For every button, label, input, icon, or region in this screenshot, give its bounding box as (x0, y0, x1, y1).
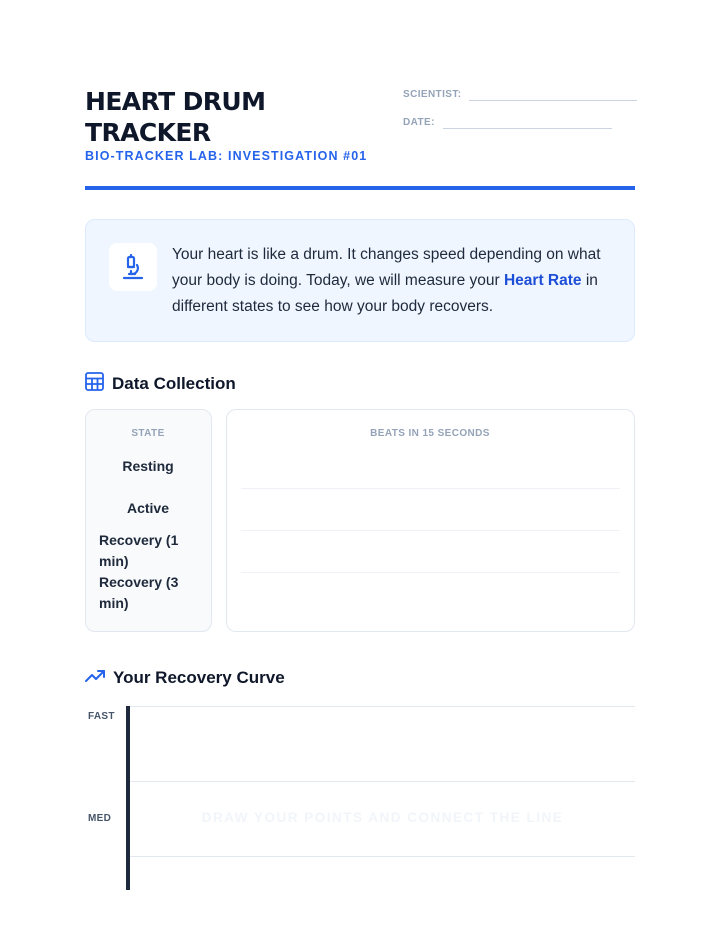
state-active: Active (126, 500, 170, 516)
intro-text (172, 242, 612, 320)
graph-hint: DRAW YOUR POINTS AND CONNECT THE LINE (201, 810, 564, 825)
beats-column (226, 409, 635, 632)
beats-entry-line[interactable] (241, 572, 620, 573)
data-collection-title: Data Collection (112, 374, 236, 393)
intro-text-end: in different states to see how your body recovers. (172, 272, 598, 315)
page-subtitle: BIO-TRACKER LAB: INVESTIGATION #01 (85, 149, 368, 163)
recovery-curve-title: Your Recovery Curve (113, 668, 285, 687)
intro-highlight: Heart Rate (503, 272, 582, 289)
page-title: HEART DRUM TRACKER (85, 87, 266, 147)
y-label-fast: FAST (88, 711, 115, 722)
y-axis (126, 706, 130, 890)
intro-panel (85, 219, 635, 342)
data-collection-heading (85, 372, 236, 396)
scientist-label: SCIENTIST: (403, 89, 462, 100)
recovery-graph[interactable] (85, 706, 635, 892)
grid-line (130, 781, 635, 782)
beats-entry-line[interactable] (241, 530, 620, 531)
table-icon (85, 372, 104, 396)
date-row (403, 117, 612, 129)
grid-line (130, 856, 635, 857)
trending-up-icon (85, 669, 105, 688)
state-header: STATE (131, 428, 165, 439)
microscope-icon (109, 243, 157, 291)
beats-entry-line[interactable] (241, 488, 620, 489)
scientist-row (403, 89, 637, 101)
state-column (85, 409, 212, 632)
y-label-med: MED (88, 813, 112, 824)
worksheet-page (85, 0, 635, 932)
date-field[interactable] (443, 119, 612, 129)
grid-line (130, 706, 635, 707)
header-divider (85, 186, 635, 190)
intro-text-start: Your heart is like a drum. It changes speed depending on what your body is doing. Today, we will measure your (172, 246, 601, 289)
state-resting: Resting (122, 458, 174, 474)
state-recovery-1: Recovery (1 min) (99, 532, 179, 569)
state-recovery-3: Recovery (3 min) (99, 574, 179, 611)
beats-header: BEATS IN 15 SECONDS (370, 428, 490, 439)
date-label: DATE: (403, 117, 435, 128)
recovery-curve-heading (85, 668, 285, 688)
scientist-field[interactable] (469, 91, 637, 101)
